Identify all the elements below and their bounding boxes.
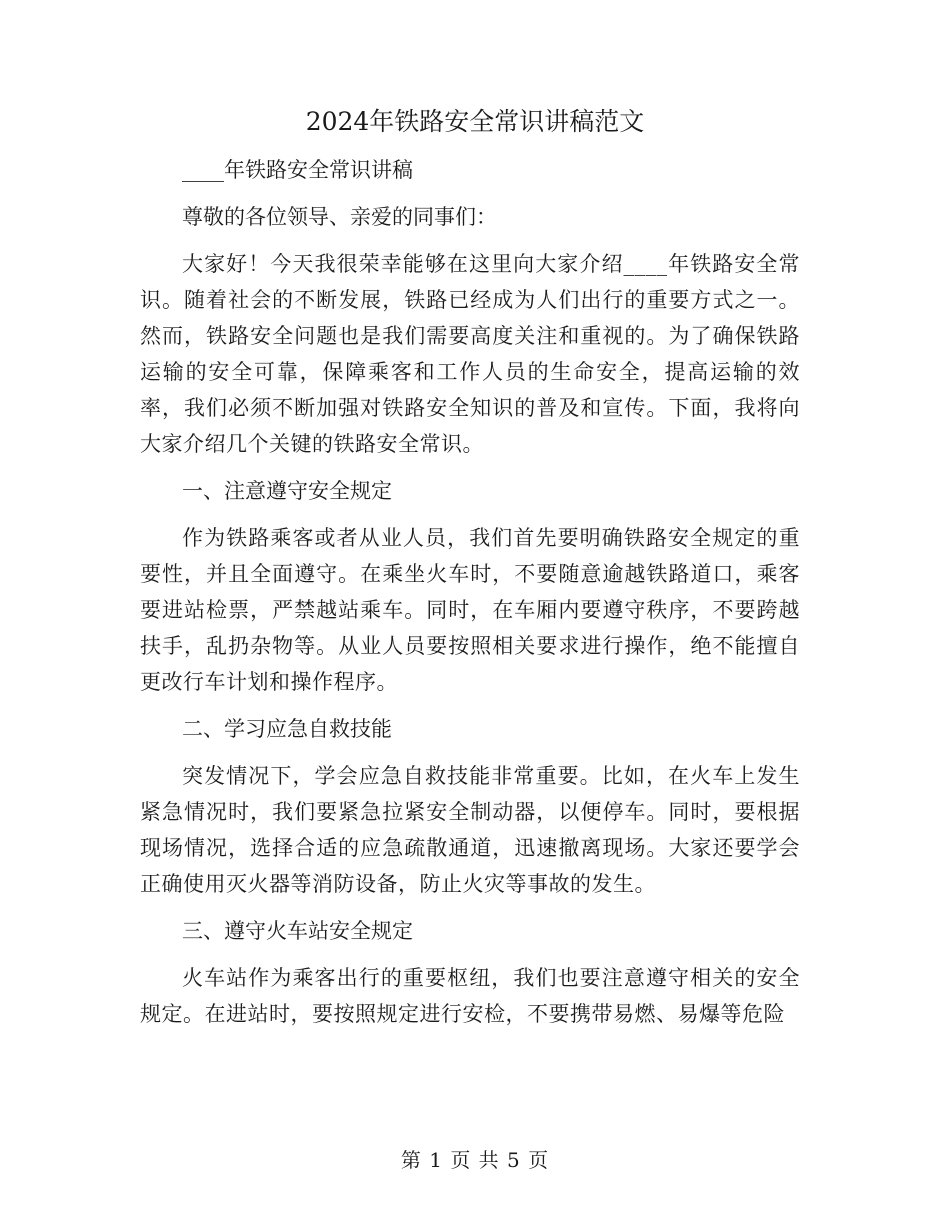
speech-subtitle: ____年铁路安全常识讲稿 — [182, 158, 413, 182]
document-title: 2024年铁路安全常识讲稿范文 — [305, 107, 645, 136]
section-heading-3: 三、遵守火车站安全规定 — [182, 919, 413, 943]
section-paragraph-3: 火车站作为乘客出行的重要枢纽，我们也要注意遵守相关的安全规定。在进站时，要按照规定进行安检，不要携带易燃、易爆等危险 — [140, 966, 800, 1026]
section-paragraph-2: 突发情况下，学会应急自救技能非常重要。比如，在火车上发生紧急情况时，我们要紧急拉紧安全制动器，以便停车。同时，要根据现场情况，选择合适的应急疏散通道，迅速撤离现场。大家还要学会正确使用灭火器等消防设备，防止火灾等事故的发生。 — [140, 764, 800, 896]
page-number-footer: 第 1 页 共 5 页 — [400, 1148, 550, 1172]
section-heading-2: 二、学习应急自救技能 — [182, 717, 392, 741]
section-heading-1: 一、注意遵守安全规定 — [182, 479, 392, 503]
document-body — [140, 152, 800, 1032]
salutation: 尊敬的各位领导、亲爱的同事们： — [182, 205, 497, 229]
section-paragraph-1: 作为铁路乘客或者从业人员，我们首先要明确铁路安全规定的重要性，并且全面遵守。在乘坐火车时，不要随意逾越铁路道口，乘客要进站检票，严禁越站乘车。同时，在车厢内要遵守秩序，不要跨越扶手，乱扔杂物等。从业人员要按照相关要求进行操作，绝不能擅自更改行车计划和操作程序。 — [140, 526, 800, 694]
intro-paragraph: 大家好！今天我很荣幸能够在这里向大家介绍____年铁路安全常识。随着社会的不断发展，铁路已经成为人们出行的重要方式之一。然而，铁路安全问题也是我们需要高度关注和重视的。为了确保铁路运输的安全可靠，保障乘客和工作人员的生命安全，提高运输的效率，我们必须不断加强对铁路安全知识的普及和宣传。下面，我将向大家介绍几个关键的铁路安全常识。 — [140, 252, 800, 456]
